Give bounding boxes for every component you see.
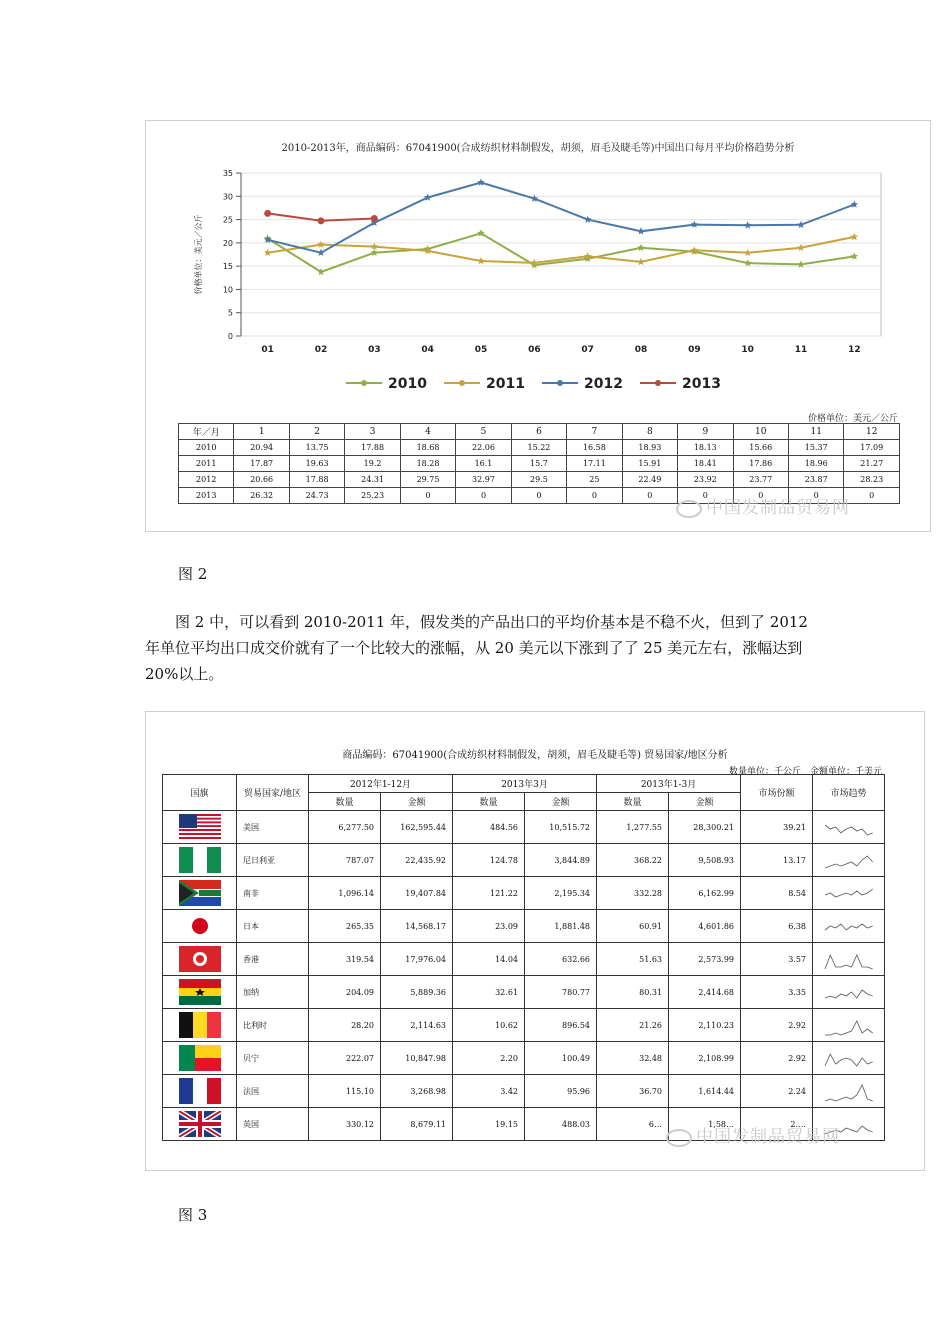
sparkline: [822, 1046, 876, 1070]
price-cell: 0: [567, 488, 622, 504]
header-trend: 市场趋势: [813, 775, 885, 811]
sparkline: [822, 1013, 876, 1037]
value-cell-a1: 8,679.11: [381, 1108, 453, 1141]
header-amt: 金额: [525, 793, 597, 811]
value-cell-q2: 3.42: [453, 1075, 525, 1108]
price-cell: 23.92: [678, 472, 733, 488]
value-cell-a1: 14,568.17: [381, 910, 453, 943]
value-cell-share: 2.92: [741, 1042, 813, 1075]
plot-frame: [241, 173, 881, 336]
trade-row: [163, 1009, 885, 1042]
country-name: 尼日利亚: [237, 844, 309, 877]
data-point-2012: [637, 227, 645, 234]
x-tick-label: 06: [528, 345, 541, 355]
trend-cell: [813, 1009, 885, 1042]
flag-icon-be: [179, 1012, 221, 1038]
x-tick-label: 01: [261, 345, 274, 355]
price-cell: 19.63: [289, 456, 344, 472]
data-point-2013: [371, 215, 378, 222]
wechat-icon: [676, 500, 702, 518]
price-cell: 0: [733, 488, 788, 504]
flag-cell: [163, 1108, 237, 1141]
value-cell-a2: 1,881.48: [525, 910, 597, 943]
country-name: 英国: [237, 1108, 309, 1141]
price-cell: 23.77: [733, 472, 788, 488]
header-period-2: 2013年3月: [453, 775, 597, 793]
value-cell-share: 8.54: [741, 877, 813, 910]
legend-label-2012: 2012: [584, 376, 623, 392]
trade-row: [163, 844, 885, 877]
price-cell: 18.13: [678, 440, 733, 456]
value-cell-q2: 484.56: [453, 811, 525, 844]
value-cell-q3: 332.28: [597, 877, 669, 910]
y-tick-label: 0: [227, 332, 233, 341]
value-cell-a1: 2,114.63: [381, 1009, 453, 1042]
value-cell-a1: 17,976.04: [381, 943, 453, 976]
data-point-2011: [264, 249, 272, 256]
price-cell: 13.75: [289, 440, 344, 456]
value-cell-a2: 780.77: [525, 976, 597, 1009]
x-tick-label: 03: [368, 345, 381, 355]
price-cell: 0: [788, 488, 843, 504]
value-cell-a3: 2,414.68: [669, 976, 741, 1009]
price-cell: 3: [345, 424, 400, 440]
x-tick-label: 11: [794, 345, 808, 355]
value-cell-q3: 36.70: [597, 1075, 669, 1108]
price-cell: 29.75: [400, 472, 455, 488]
value-cell-a2: 10,515.72: [525, 811, 597, 844]
flag-icon-hk: [179, 946, 221, 972]
country-name: 比利时: [237, 1009, 309, 1042]
flag-icon-bj: [179, 1045, 221, 1071]
value-cell-q1: 222.07: [309, 1042, 381, 1075]
value-cell-a2: 896.54: [525, 1009, 597, 1042]
value-cell-a1: 10,847.98: [381, 1042, 453, 1075]
price-cell: 8: [622, 424, 677, 440]
value-cell-share: 6.38: [741, 910, 813, 943]
flag-cell: [163, 1075, 237, 1108]
price-cell: 2: [289, 424, 344, 440]
value-cell-q3: 6…: [597, 1108, 669, 1141]
price-cell: 29.5: [511, 472, 566, 488]
watermark: 中国发制品贸易网: [666, 1122, 840, 1147]
price-unit-note: 价格单位：美元／公斤: [807, 414, 898, 424]
value-cell-a1: 162,595.44: [381, 811, 453, 844]
data-point-2012: [317, 249, 325, 256]
figure-trade-countries: [145, 711, 925, 1171]
data-point-2010: [371, 249, 379, 256]
value-cell-a1: 22,435.92: [381, 844, 453, 877]
value-cell-a2: 3,844.89: [525, 844, 597, 877]
wechat-icon: [666, 1129, 692, 1147]
value-cell-a3: 4,601.86: [669, 910, 741, 943]
price-cell: 2011: [179, 456, 234, 472]
flag-cell: [163, 976, 237, 1009]
value-cell-a1: 5,889.36: [381, 976, 453, 1009]
price-cell: 0: [456, 488, 511, 504]
data-point-2012: [477, 179, 485, 186]
value-cell-q1: 330.12: [309, 1108, 381, 1141]
trend-cell: [813, 976, 885, 1009]
price-cell: 15.22: [511, 440, 566, 456]
price-cell: 17.88: [345, 440, 400, 456]
price-cell: 20.66: [234, 472, 289, 488]
price-cell: 18.68: [400, 440, 455, 456]
price-cell: 2013: [179, 488, 234, 504]
price-cell: 22.06: [456, 440, 511, 456]
value-cell-q3: 32.48: [597, 1042, 669, 1075]
price-cell: 17.09: [844, 440, 900, 456]
header-share: 市场份额: [741, 775, 813, 811]
sparkline: [822, 815, 876, 839]
value-cell-share: 2.92: [741, 1009, 813, 1042]
value-cell-a1: 19,407.84: [381, 877, 453, 910]
price-cell: 17.11: [567, 456, 622, 472]
data-point-2011: [477, 257, 485, 264]
price-cell: 15.37: [788, 440, 843, 456]
flag-cell: [163, 877, 237, 910]
y-tick-label: 10: [222, 285, 233, 295]
data-point-2010: [317, 268, 325, 275]
flag-icon-gb: [179, 1111, 221, 1137]
figure-caption-3: 图 3: [178, 1206, 208, 1224]
legend-label-2010: 2010: [388, 376, 427, 392]
trend-cell: [813, 1042, 885, 1075]
trade-row: [163, 943, 885, 976]
y-tick-label: 25: [222, 215, 233, 225]
price-cell: 23.87: [788, 472, 843, 488]
price-cell: 12: [844, 424, 900, 440]
y-tick-label: 15: [222, 262, 233, 272]
figure-caption-2: 图 2: [178, 565, 208, 583]
body-paragraph: 图 2 中，可以看到 2010-2011 年，假发类的产品出口的平均价基本是不稳不火，但到了 2012 年单位平均出口成交价就有了一个比较大的涨幅，从 20 美元以下涨到了了 25 美元左右，涨幅达到 20%以上。: [145, 613, 808, 683]
price-cell: 32.97: [456, 472, 511, 488]
header-flag: 国旗: [163, 775, 237, 811]
trend-cell: [813, 811, 885, 844]
price-cell: 21.27: [844, 456, 900, 472]
value-cell-q2: 124.78: [453, 844, 525, 877]
x-tick-label: 12: [848, 345, 861, 355]
country-name: 日本: [237, 910, 309, 943]
price-cell: 25: [567, 472, 622, 488]
value-cell-a2: 488.03: [525, 1108, 597, 1141]
value-cell-q1: 28.20: [309, 1009, 381, 1042]
price-cell: 年／月: [179, 424, 234, 440]
price-cell: 1: [234, 424, 289, 440]
data-point-2011: [637, 258, 645, 265]
data-point-2010: [851, 252, 859, 259]
series-line-2012: [268, 183, 855, 253]
x-tick-label: 08: [634, 345, 648, 355]
data-point-2013: [318, 217, 325, 224]
value-cell-q2: 19.15: [453, 1108, 525, 1141]
y-tick-label: 30: [222, 192, 233, 202]
price-table-row: [179, 472, 900, 488]
price-cell: 28.23: [844, 472, 900, 488]
price-cell: 17.87: [234, 456, 289, 472]
value-cell-q3: 60.91: [597, 910, 669, 943]
data-point-2011: [744, 249, 752, 256]
value-cell-q3: 80.31: [597, 976, 669, 1009]
price-cell: 0: [622, 488, 677, 504]
header-period-1: 2012年1-12月: [309, 775, 453, 793]
table-units: 数量单位：千公斤 金额单位：千美元: [728, 767, 882, 777]
trend-cell: [813, 910, 885, 943]
price-cell: 4: [400, 424, 455, 440]
watermark: 中国发制品贸易网: [676, 493, 850, 518]
price-cell: 11: [788, 424, 843, 440]
flag-cell: [163, 811, 237, 844]
trade-row: [163, 910, 885, 943]
value-cell-a3: 6,162.99: [669, 877, 741, 910]
data-point-2012: [531, 195, 539, 202]
value-cell-a3: 2,573.99: [669, 943, 741, 976]
y-tick-label: 35: [222, 169, 233, 178]
country-name: 南非: [237, 877, 309, 910]
trend-cell: [813, 1075, 885, 1108]
value-cell-q2: 2.20: [453, 1042, 525, 1075]
legend-label-2011: 2011: [486, 376, 525, 392]
price-cell: 2012: [179, 472, 234, 488]
data-point-2010: [744, 259, 752, 266]
price-cell: 24.73: [289, 488, 344, 504]
price-table-row: [179, 440, 900, 456]
price-cell: 2010: [179, 440, 234, 456]
value-cell-q3: 368.22: [597, 844, 669, 877]
y-axis-label: 价格单位：美元／公斤: [194, 214, 203, 295]
trade-row: [163, 1042, 885, 1075]
value-cell-q1: 319.54: [309, 943, 381, 976]
header-amt: 金额: [381, 793, 453, 811]
value-cell-a2: 95.96: [525, 1075, 597, 1108]
price-table-header: [179, 424, 900, 440]
price-table-row: [179, 456, 900, 472]
value-cell-a3: 1,58…: [669, 1108, 741, 1141]
value-cell-share: 3.57: [741, 943, 813, 976]
trade-row: [163, 976, 885, 1009]
flag-icon-za: [179, 880, 221, 906]
price-cell: 15.7: [511, 456, 566, 472]
country-name: 香港: [237, 943, 309, 976]
value-cell-a1: 3,268.98: [381, 1075, 453, 1108]
price-cell: 16.58: [567, 440, 622, 456]
data-point-2012: [744, 221, 752, 228]
value-cell-a3: 2,110.23: [669, 1009, 741, 1042]
data-point-2012: [264, 236, 272, 243]
flag-cell: [163, 910, 237, 943]
price-cell: 19.2: [345, 456, 400, 472]
value-cell-share: 39.21: [741, 811, 813, 844]
value-cell-a3: 28,300.21: [669, 811, 741, 844]
value-cell-q2: 121.22: [453, 877, 525, 910]
flag-icon-fr: [179, 1078, 221, 1104]
price-cell: 7: [567, 424, 622, 440]
trend-cell: [813, 877, 885, 910]
price-cell: 5: [456, 424, 511, 440]
price-cell: 20.94: [234, 440, 289, 456]
value-cell-share: 2.…: [741, 1108, 813, 1141]
data-point-2011: [317, 241, 325, 248]
flag-icon-gh: [179, 979, 221, 1005]
data-point-2011: [851, 233, 859, 240]
country-name: 加纳: [237, 976, 309, 1009]
value-cell-q1: 6,277.50: [309, 811, 381, 844]
trade-row: [163, 877, 885, 910]
legend-label-2013: 2013: [682, 376, 721, 392]
y-tick-label: 5: [227, 308, 233, 318]
data-point-2012: [691, 221, 699, 228]
value-cell-q2: 10.62: [453, 1009, 525, 1042]
sparkline: [822, 947, 876, 971]
x-tick-label: 10: [741, 345, 754, 355]
flag-icon-jp: [179, 913, 221, 939]
price-cell: 0: [400, 488, 455, 504]
sparkline: [822, 881, 876, 905]
value-cell-q3: 1,277.55: [597, 811, 669, 844]
sparkline: [822, 1079, 876, 1103]
data-point-2013: [264, 210, 271, 217]
value-cell-a2: 100.49: [525, 1042, 597, 1075]
value-cell-share: 3.35: [741, 976, 813, 1009]
value-cell-q2: 14.04: [453, 943, 525, 976]
data-point-2011: [797, 244, 805, 251]
price-cell: 15.66: [733, 440, 788, 456]
value-cell-a3: 2,108.99: [669, 1042, 741, 1075]
header-amt: 金额: [669, 793, 741, 811]
line-chart: [146, 121, 930, 411]
flag-cell: [163, 1042, 237, 1075]
legend-marker-2013: [655, 380, 661, 386]
value-cell-q1: 787.07: [309, 844, 381, 877]
value-cell-a3: 9,508.93: [669, 844, 741, 877]
value-cell-q2: 23.09: [453, 910, 525, 943]
flag-cell: [163, 1009, 237, 1042]
trend-cell: [813, 943, 885, 976]
x-tick-label: 02: [314, 345, 328, 355]
value-cell-share: 2.24: [741, 1075, 813, 1108]
legend-marker-2011: [459, 380, 465, 386]
price-cell: 18.41: [678, 456, 733, 472]
price-cell: 9: [678, 424, 733, 440]
price-cell: 10: [733, 424, 788, 440]
flag-cell: [163, 844, 237, 877]
legend-marker-2010: [361, 380, 367, 386]
price-cell: 24.31: [345, 472, 400, 488]
country-name: 法国: [237, 1075, 309, 1108]
value-cell-a2: 632.66: [525, 943, 597, 976]
price-cell: 17.88: [289, 472, 344, 488]
x-tick-label: 04: [421, 345, 434, 355]
sparkline: [822, 848, 876, 872]
price-cell: 15.91: [622, 456, 677, 472]
sparkline: [822, 980, 876, 1004]
price-cell: 18.28: [400, 456, 455, 472]
price-cell: 18.93: [622, 440, 677, 456]
legend-marker-2012: [557, 380, 563, 386]
country-name: 美国: [237, 811, 309, 844]
value-cell-q3: 21.26: [597, 1009, 669, 1042]
price-cell: 17.86: [733, 456, 788, 472]
price-table: [178, 423, 900, 504]
trade-table: [162, 774, 885, 1141]
flag-icon-us: [179, 814, 221, 840]
data-point-2012: [584, 216, 592, 223]
price-cell: 16.1: [456, 456, 511, 472]
price-cell: 25.23: [345, 488, 400, 504]
x-tick-label: 07: [581, 345, 594, 355]
data-point-2012: [851, 201, 859, 208]
data-point-2010: [637, 244, 645, 251]
price-cell: 22.49: [622, 472, 677, 488]
value-cell-share: 13.17: [741, 844, 813, 877]
value-cell-q2: 32.61: [453, 976, 525, 1009]
data-point-2012: [797, 221, 805, 228]
value-cell-q1: 265.35: [309, 910, 381, 943]
value-cell-q1: 115.10: [309, 1075, 381, 1108]
price-cell: 0: [678, 488, 733, 504]
header-period-3: 2013年1-3月: [597, 775, 741, 793]
header-qty: 数量: [309, 793, 381, 811]
trend-cell: [813, 844, 885, 877]
chart-title: 2010-2013年，商品编码：67041900(合成纺织材料制假发，胡须，眉毛及睫毛等)中国出口每月平均价格趋势分析: [281, 143, 795, 154]
country-name: 贝宁: [237, 1042, 309, 1075]
y-tick-label: 20: [222, 238, 233, 248]
table-title: 商品编码：67041900(合成纺织材料制假发，胡须，眉毛及睫毛等) 贸易国家/地区分析: [342, 750, 728, 761]
value-cell-a3: 1,614.44: [669, 1075, 741, 1108]
value-cell-q1: 1,096.14: [309, 877, 381, 910]
x-tick-label: 09: [688, 345, 701, 355]
figure-price-trend: [145, 120, 931, 532]
x-tick-label: 05: [474, 345, 488, 355]
header-qty: 数量: [453, 793, 525, 811]
trade-row: [163, 811, 885, 844]
header-country: 贸易国家/地区: [237, 775, 309, 811]
price-cell: 6: [511, 424, 566, 440]
sparkline: [822, 914, 876, 938]
price-cell: 26.32: [234, 488, 289, 504]
flag-icon-ng: [179, 847, 221, 873]
price-cell: 0: [511, 488, 566, 504]
header-qty: 数量: [597, 793, 669, 811]
value-cell-q1: 204.09: [309, 976, 381, 1009]
value-cell-a2: 2,195.34: [525, 877, 597, 910]
value-cell-q3: 51.63: [597, 943, 669, 976]
price-cell: 18.96: [788, 456, 843, 472]
trade-row: [163, 1075, 885, 1108]
flag-cell: [163, 943, 237, 976]
price-cell: 0: [844, 488, 900, 504]
